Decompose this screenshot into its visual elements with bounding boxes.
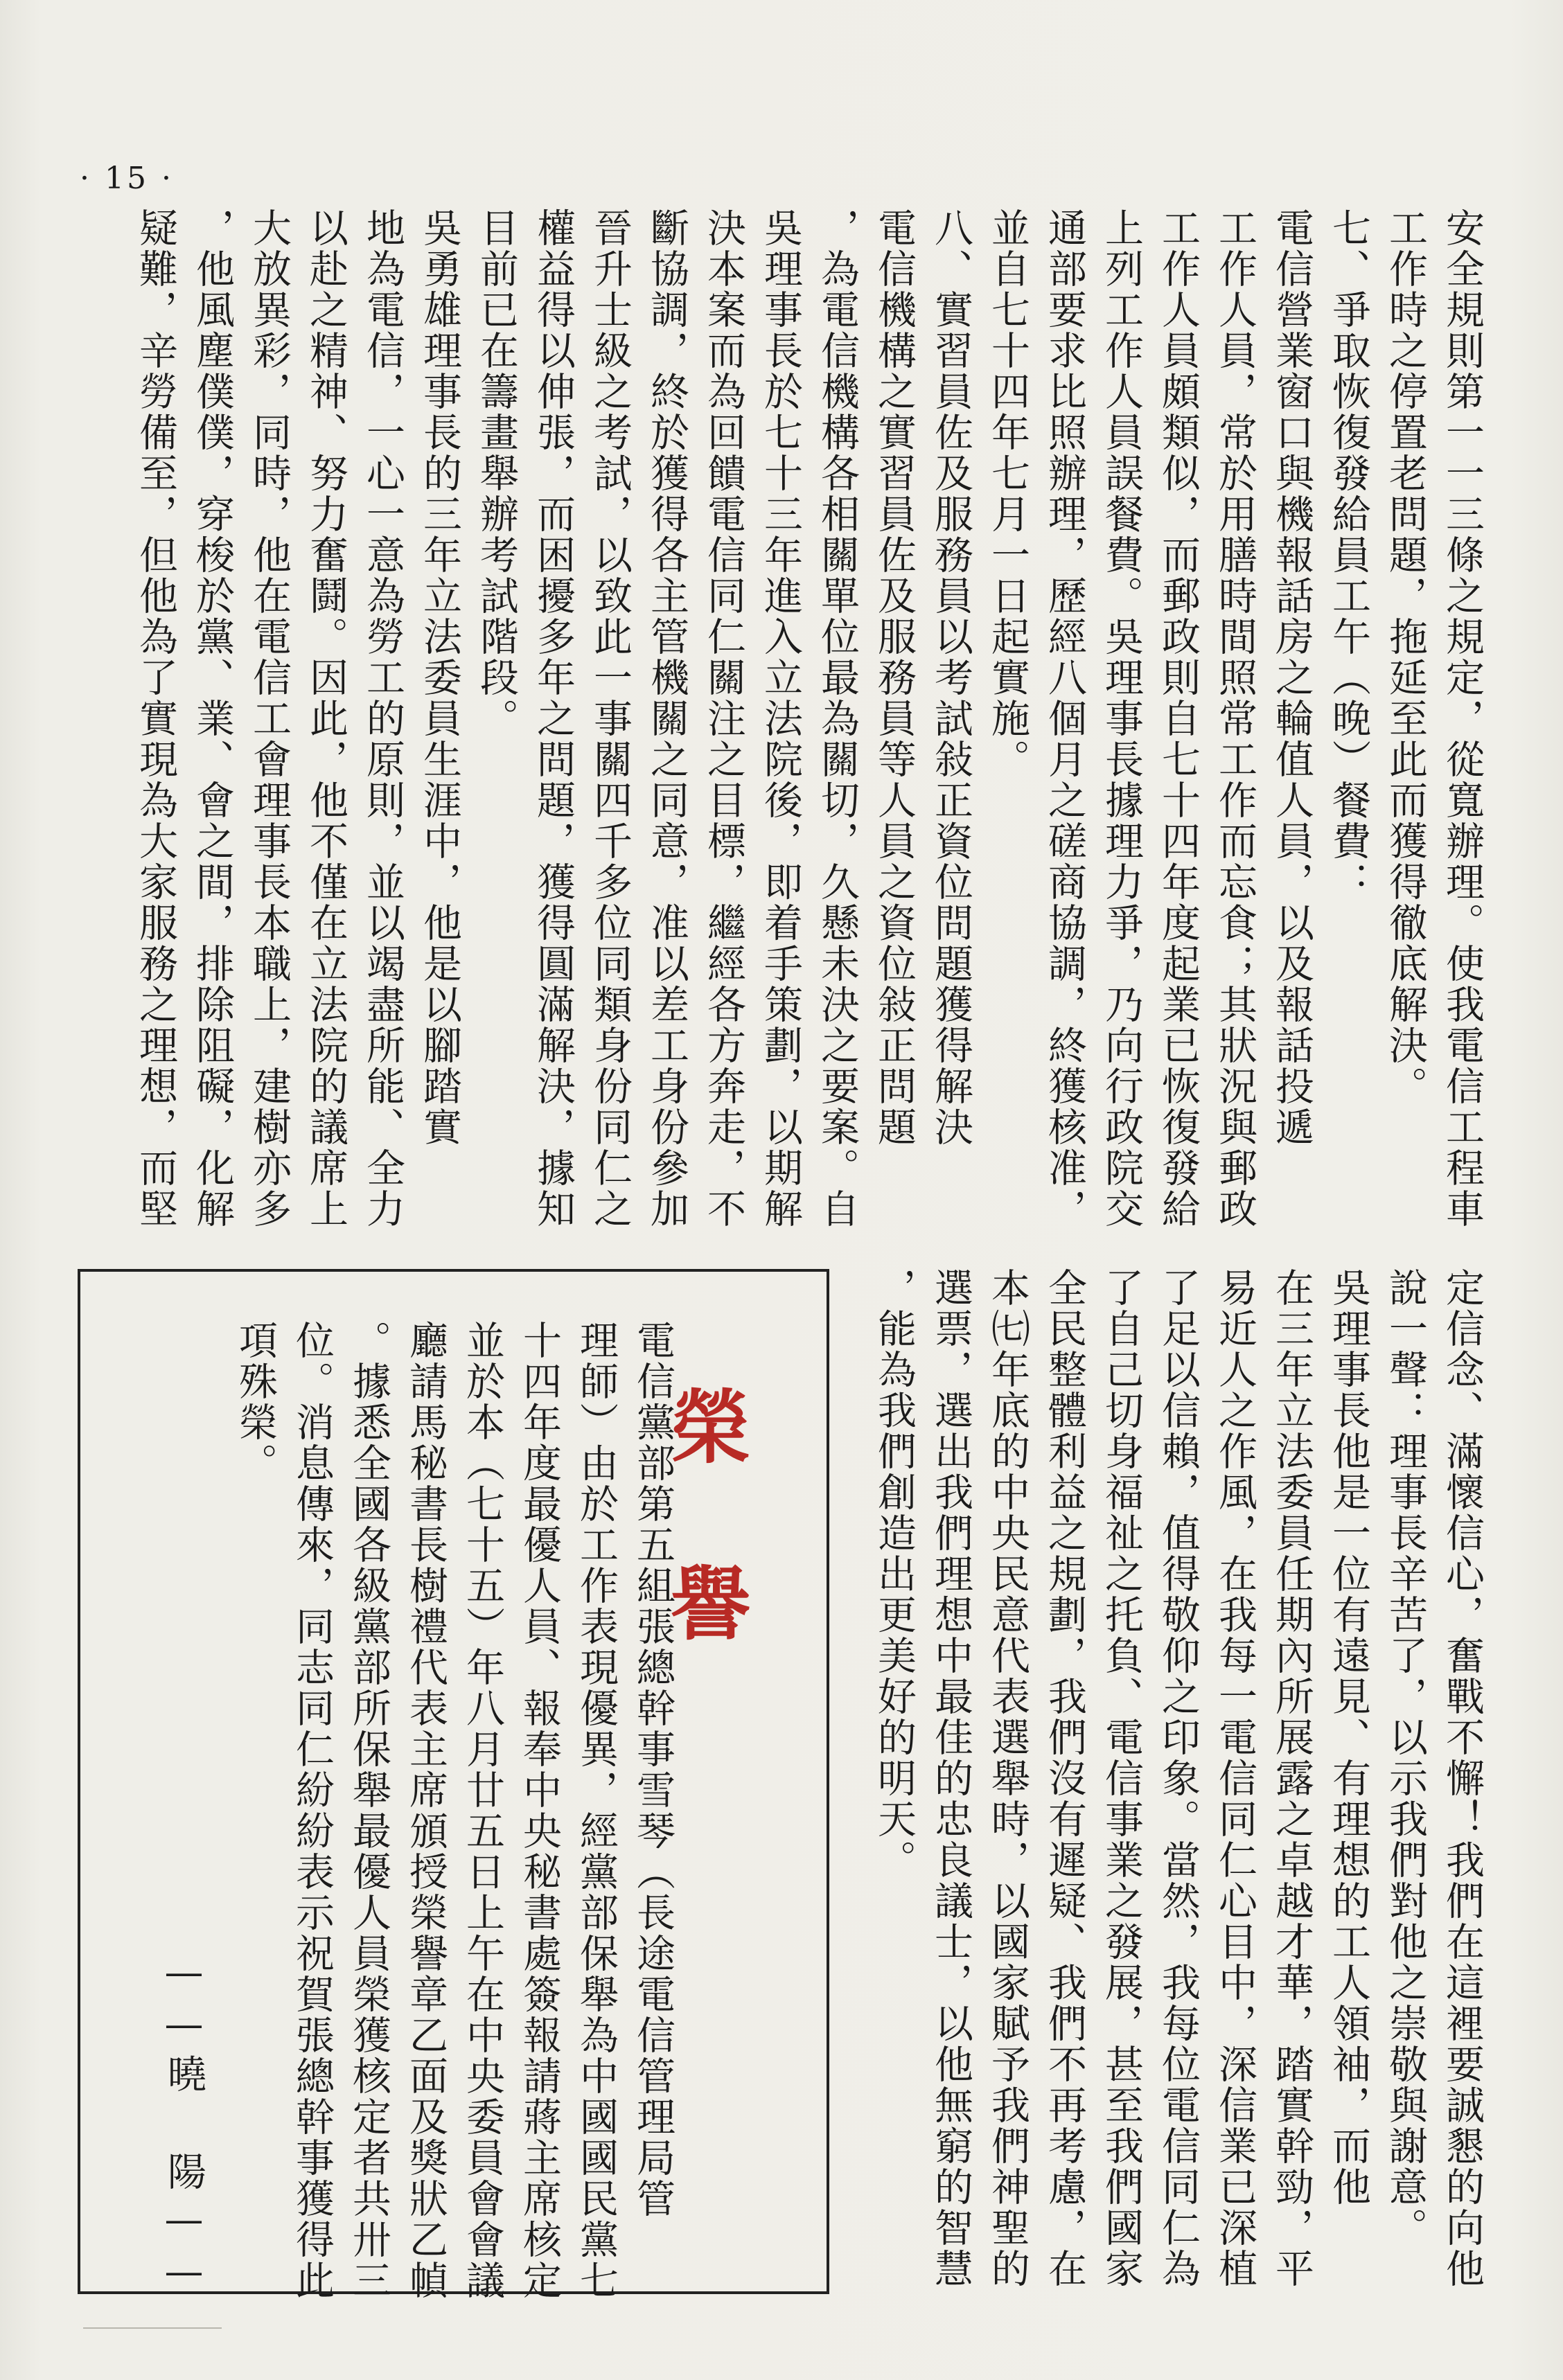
text-column: 權益得以伸張，而困擾多年之問題，獲得圓滿解決，據知 xyxy=(531,208,576,1229)
text-column: 理師）由於工作表現優異，經黨部保舉為中國國民黨七 xyxy=(574,1320,619,2301)
text-column: ，為電信機構各相關單位最為關切，久懸未決之要案。自 xyxy=(815,208,860,1229)
text-column: 地為電信，一心一意為勞工的原則，並以竭盡所能、全力 xyxy=(360,208,405,1229)
text-column: 定信念、滿懷信心，奮戰不懈！我們在這裡要誠懇的向他 xyxy=(1440,1268,1485,2289)
text-column: 易近人之作風，在我每一電信同仁心目中，深信業已深植 xyxy=(1212,1268,1257,2289)
text-column: 本㈦年底的中央民意代表選舉時，以國家賦予我們神聖的 xyxy=(985,1268,1030,2289)
text-column: 決本案而為回饋電信同仁關注之目標，繼經各方奔走，不 xyxy=(701,208,746,1229)
text-column: 電信營業窗口與機報話房之輪值人員，以及報話投遞 xyxy=(1269,208,1314,1148)
text-column: 安全規則第一一三條之規定，從寬辦理。使我電信工程車 xyxy=(1440,208,1485,1229)
text-column: 七、爭取恢復發給員工午（晚）餐費： xyxy=(1326,208,1371,903)
text-column: 電信黨部第五組張總幹事雪琴（長途電信管理局管 xyxy=(630,1320,675,2219)
text-column: 斷協調，終於獲得各主管機關之同意，准以差工身份參加 xyxy=(644,208,689,1229)
text-column: 吳理事長於七十三年進入立法院後，即着手策劃，以期解 xyxy=(758,208,803,1229)
text-column: 大放異彩，同時，他在電信工會理事長本職上，建樹亦多 xyxy=(247,208,292,1229)
text-column: 工作人員，常於用膳時間照常工作而忘食；其狀況與郵政 xyxy=(1212,208,1257,1229)
text-column: 晉升士級之考試，以致此一事關四千多位同類身份同仁之 xyxy=(588,208,633,1229)
honor-notice-body xyxy=(227,1320,681,2301)
honor-notice-title: 榮譽 xyxy=(657,1385,750,1739)
text-column: 選票，選出我們理想中最佳的忠良議士，以他無窮的智慧 xyxy=(928,1268,973,2289)
text-column: 吳勇雄理事長的三年立法委員生涯中，他是以腳踏實 xyxy=(417,208,462,1148)
text-column: 項殊榮。 xyxy=(233,1320,278,1484)
text-column: 目前已在籌畫舉辦考試階段。 xyxy=(474,208,519,739)
text-column: ，能為我們創造出更美好的明天。 xyxy=(872,1268,917,1881)
text-column: 在三年立法委員任期內所展露之卓越才華，踏實幹勁，平 xyxy=(1269,1268,1314,2289)
text-column: 全民整體利益之規劃，我們沒有遲疑、我們不再考慮，在 xyxy=(1042,1268,1087,2289)
text-column: 上列工作人員誤餐費。吳理事長據理力爭，乃向行政院交 xyxy=(1099,208,1144,1229)
text-column: 以赴之精神、努力奮鬪。因此，他不僅在立法院的議席上 xyxy=(303,208,348,1229)
text-column: 說一聲：理事長辛苦了，以示我們對他之崇敬與謝意。 xyxy=(1383,1268,1428,2248)
text-column: 電信機構之實習員佐及服務員等人員之資位敍正問題 xyxy=(872,208,917,1148)
text-column: 八、實習員佐及服務員以考試敍正資位問題獲得解決 xyxy=(928,208,973,1148)
text-column: 了足以信賴，值得敬仰之印象。當然，我每位電信同仁為 xyxy=(1156,1268,1201,2289)
text-column: 通部要求比照辦理，歷經八個月之磋商協調，終獲核准， xyxy=(1042,208,1087,1229)
upper-text-block xyxy=(127,208,1490,1229)
text-column: 吳理事長他是一位有遠見、有理想的工人領袖，而他 xyxy=(1326,1268,1371,2208)
text-column: 位。消息傳來，同志同仁紛紛表示祝賀張總幹事獲得此 xyxy=(290,1320,335,2301)
text-column: 並於本（七十五）年八月廿五日上午在中央委員會會議 xyxy=(460,1320,505,2301)
text-column: 了自己切身福祉之托負、電信事業之發展，甚至我們國家 xyxy=(1099,1268,1144,2289)
bottom-rule xyxy=(83,2327,222,2329)
text-column: 廳請馬秘書長樹禮代表主席頒授榮譽章乙面及獎狀乙幀 xyxy=(403,1320,448,2301)
text-column: 疑難，辛勞備至，但他為了實現為大家服務之理想，而堅 xyxy=(133,208,178,1229)
text-column: ，他風塵僕僕，穿梭於黨、業、會之間，排除阻礙，化解 xyxy=(190,208,235,1229)
page-number: · 15 · xyxy=(80,161,174,196)
lower-right-text-block xyxy=(865,1268,1490,2376)
honor-notice-signature: ——曉 陽—— xyxy=(161,1950,206,2301)
text-column: 並自七十四年七月一日起實施。 xyxy=(985,208,1030,780)
text-column: 工作時之停置老問題，拖延至此而獲得徹底解決。 xyxy=(1383,208,1428,1107)
text-column: 十四年度最優人員、報奉中央秘書處簽報請蔣主席核定 xyxy=(517,1320,562,2301)
text-column: 。據悉全國各級黨部所保舉最優人員榮獲核定者共卅三 xyxy=(346,1320,391,2301)
text-column: 工作人員頗類似，而郵政則自七十四年度起業已恢復發給 xyxy=(1156,208,1201,1229)
